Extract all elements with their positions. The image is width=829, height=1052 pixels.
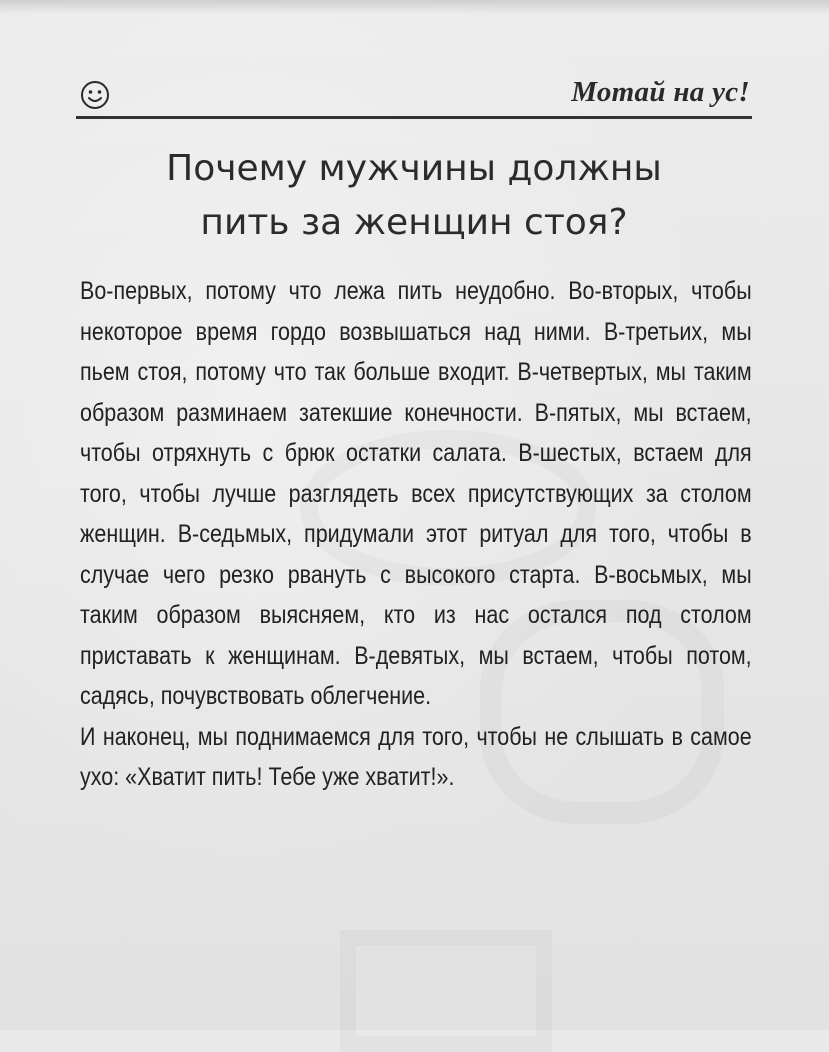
bleed-through-shape <box>340 930 552 1052</box>
article-title <box>76 142 752 250</box>
column-header <box>76 76 752 120</box>
article-title-line: Почему мужчины должны <box>166 148 662 189</box>
article-paragraph: Во-первых, потому что лежа пить неудобно. Во-вторых, чтобы некоторое время гордо возвышаться над ними. В-третьих, мы пьем стоя, потому что так больше входит. В-четвертых, мы таким образом разминаем затекшие конечности. В-пятых, мы встаем, чтобы отряхнуть с брюк остатки салата. В-шестых, встаем для того, чтобы лучше разглядеть всех присутствующих за столом женщин. В-седьмых, придумали этот ритуал для того, чтобы в случае чего резко рвануть с высокого старта. В-восьмых, мы таким образом выясняем, кто из нас остался под столом приставать к женщинам. В-девятых, мы встаем, чтобы потом, садясь, почувствовать облегчение. <box>80 277 752 710</box>
rubric-title: Мотай на ус! <box>571 76 750 108</box>
article-body <box>80 271 752 798</box>
article-paragraph: И наконец, мы поднимаемся для того, чтобы не слышать в самое ухо: «Хватит пить! Тебе уже хватит!». <box>80 722 752 791</box>
page-top-edge <box>0 0 829 14</box>
header-divider <box>76 116 752 119</box>
article-title-line: пить за женщин стоя? <box>200 202 628 243</box>
smiley-icon <box>80 80 110 110</box>
